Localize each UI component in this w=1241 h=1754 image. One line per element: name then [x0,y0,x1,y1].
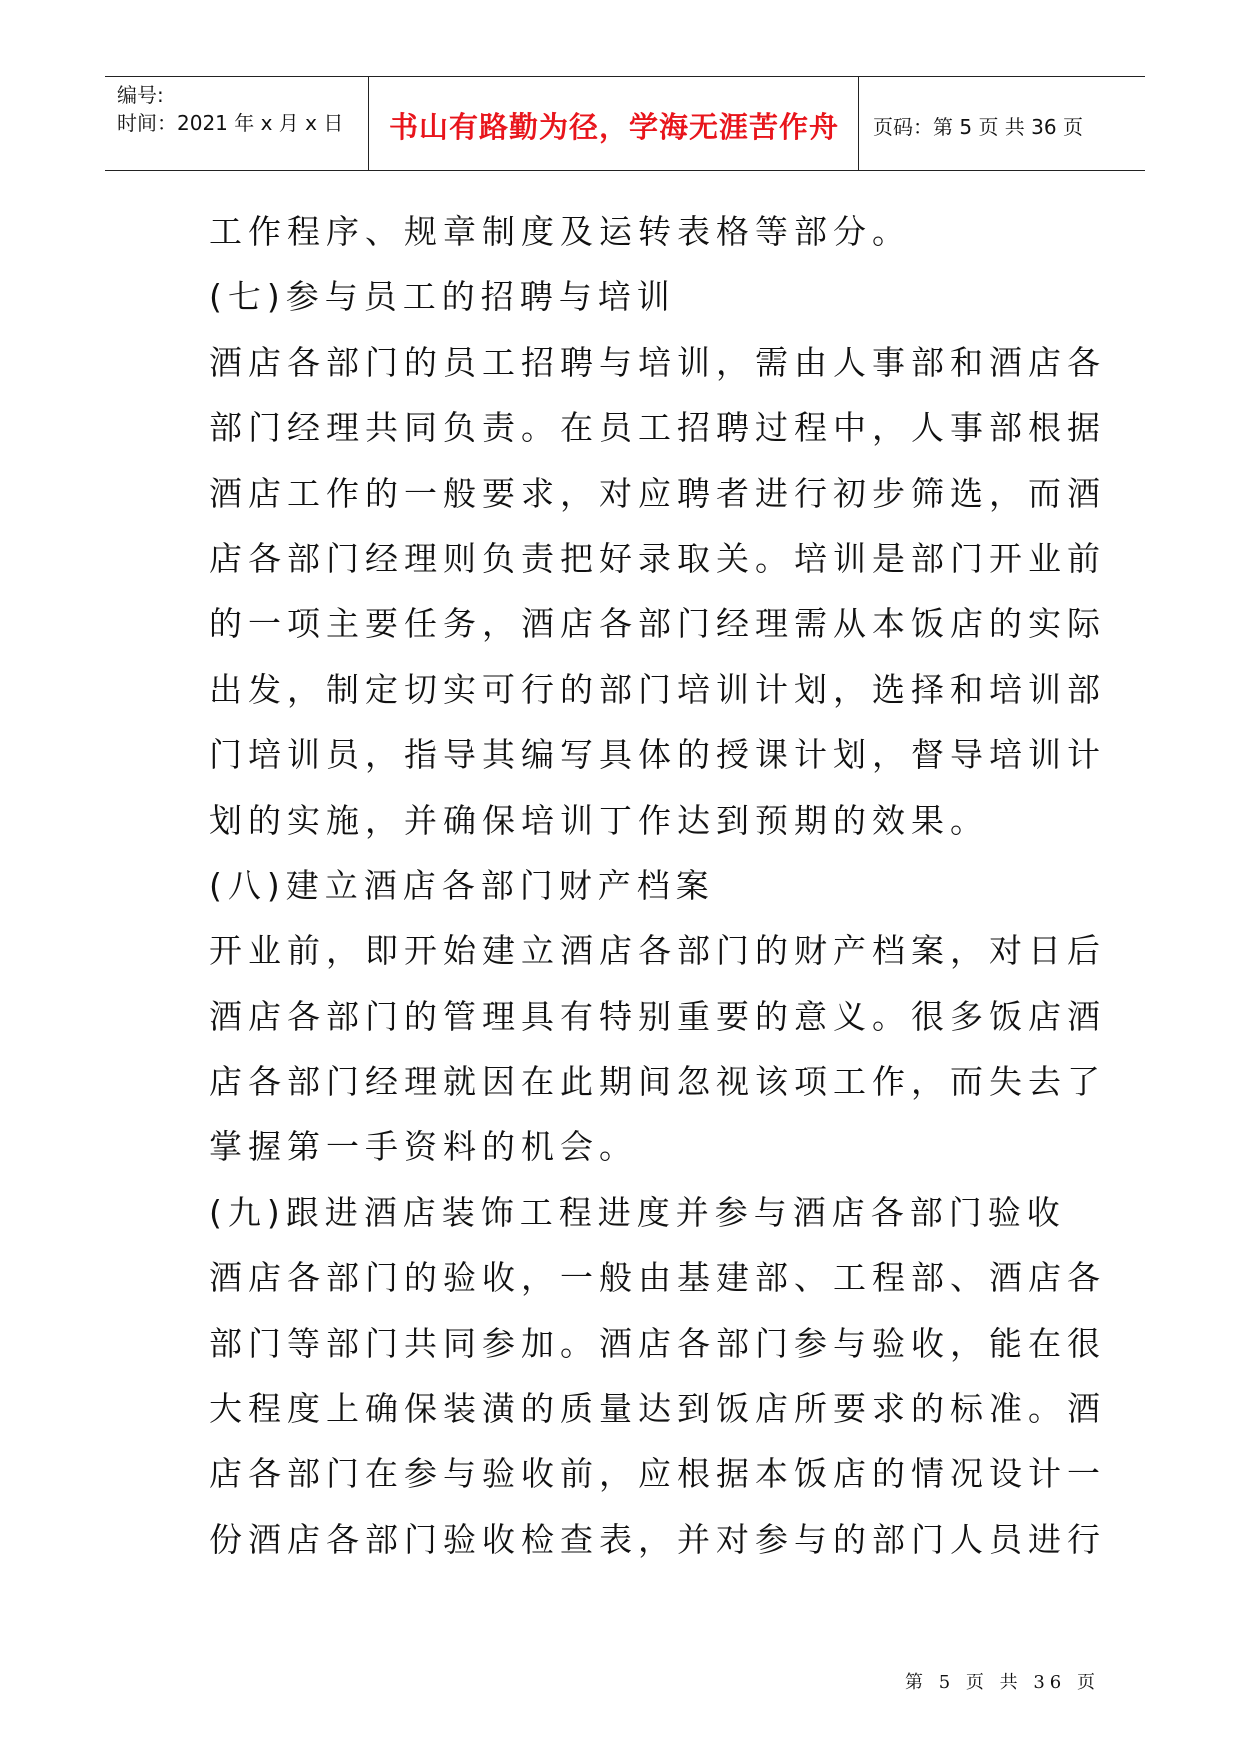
body-line: 开业前，即开始建立酒店各部门的财产档案，对日后 [209,931,1106,971]
page-footer: 第 5 页 共 36 页 [905,1672,1100,1693]
body-line: 酒店各部门的验收，一般由基建部、工程部、酒店各 [209,1258,1106,1298]
body-line: 酒店各部门的管理具有特别重要的意义。很多饭店酒 [209,996,1106,1036]
section-heading-8: (八)建立酒店各部门财产档案 [209,865,715,905]
header-divider-left [368,77,369,170]
section-heading-7: (七)参与员工的招聘与培训 [209,277,676,317]
body-line: 店各部门在参与验收前，应根据本饭店的情况设计一 [209,1454,1106,1494]
body-line: 酒店工作的一般要求，对应聘者进行初步筛选，而酒 [209,473,1106,513]
body-line: 店各部门经理则负责把好录取关。培训是部门开业前 [209,538,1106,578]
date-text: 时间：2021 年 x 月 x 日 [117,111,344,135]
body-line: 的一项主要任务，酒店各部门经理需从本饭店的实际 [209,604,1106,644]
body-line: 份酒店各部门验收检查表，并对参与的部门人员进行 [209,1519,1106,1559]
serial-number-label: 编号: [117,83,164,107]
body-line: 工作程序、规章制度及运转表格等部分。 [209,212,911,251]
body-line: 店各部门经理就因在此期间忽视该项工作，而失去了 [209,1062,1106,1102]
body-line: 出发，制定切实可行的部门培训计划，选择和培训部 [209,669,1106,709]
body-line: 酒店各部门的员工招聘与培训，需由人事部和酒店各 [209,342,1106,382]
body-line: 大程度上确保装潢的质量达到饭店所要求的标准。酒 [209,1389,1106,1429]
body-line: 部门等部门共同参加。酒店各部门参与验收，能在很 [209,1323,1106,1363]
page-header [105,76,1145,171]
body-line: 部门经理共同负责。在员工招聘过程中，人事部根据 [209,408,1106,448]
body-line: 掌握第一手资料的机会。 [209,1127,638,1167]
body-line: 划的实施，并确保培训丁作达到预期的效果。 [209,800,989,840]
section-heading-9: (九)跟进酒店装饰工程进度并参与酒店各部门验收 [209,1192,1066,1232]
document-body [209,205,1106,1578]
header-motto: 书山有路勤为径，学海无涯苦作舟 [388,110,839,144]
header-divider-right [858,77,859,170]
header-page-info: 页码：第 5 页 共 36 页 [873,115,1083,139]
body-line: 门培训员，指导其编写具体的授课计划，督导培训计 [209,735,1106,775]
